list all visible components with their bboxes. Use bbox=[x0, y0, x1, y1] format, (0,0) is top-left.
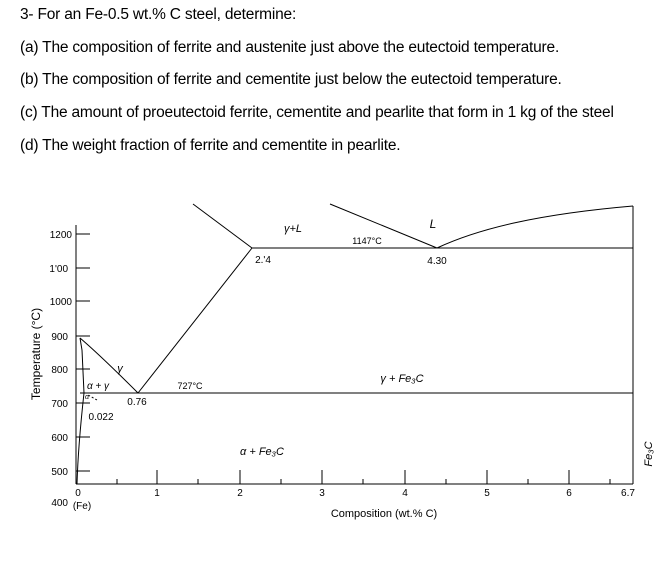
phase-label-fe3c: Fe₃C bbox=[643, 441, 655, 467]
liquidus-hypo-line bbox=[330, 204, 437, 248]
y-tick-label: 800 bbox=[51, 365, 68, 376]
x-tick-label: 6 bbox=[566, 488, 572, 499]
y-tick-marks bbox=[76, 234, 90, 471]
composition-label-214: 2.'4 bbox=[255, 255, 271, 266]
alpha-boundary-line bbox=[80, 338, 84, 393]
problem-part-a: (a) The composition of ferrite and austenite just above the eutectoid temperature. bbox=[20, 39, 560, 56]
phase-label-liquid: L bbox=[429, 217, 437, 231]
x-tick-label: 6.7 bbox=[621, 488, 635, 499]
x-tick-label: 2 bbox=[237, 488, 243, 499]
phase-label-gamma-liquid: γ+L bbox=[283, 223, 303, 235]
y-tick-label: 900 bbox=[51, 332, 68, 343]
liquidus-hyper-line bbox=[437, 206, 633, 248]
y-tick-label: 1'00 bbox=[49, 264, 68, 275]
y-tick-label: 600 bbox=[51, 433, 68, 444]
y-tick-label: 500 bbox=[51, 467, 68, 478]
pointer-0022 bbox=[88, 395, 97, 400]
problem-part-b: (b) The composition of ferrite and cementite just below the eutectoid temperature. bbox=[20, 71, 562, 88]
x-tick-label: 0 bbox=[75, 488, 81, 499]
x-axis-title: Composition (wt.% C) bbox=[330, 508, 438, 520]
x-tick-label: 5 bbox=[484, 488, 490, 499]
composition-label-0022: 0.022 bbox=[88, 412, 114, 423]
x-tick-label: 1 bbox=[154, 488, 160, 499]
problem-part-c: (c) The amount of proeutectoid ferrite, cementite and pearlite that form in 1 kg of the steel bbox=[20, 104, 614, 121]
phase-label-gamma-fe3c: γ + Fe₃C bbox=[380, 373, 424, 385]
phase-label-alpha-gamma: α + γ bbox=[86, 381, 110, 392]
acm-line bbox=[138, 248, 252, 393]
x-tick-label: 4 bbox=[402, 488, 408, 499]
fe-fe3c-phase-diagram bbox=[0, 190, 665, 562]
x-tick-labels bbox=[75, 488, 635, 499]
y-tick-label: 1200 bbox=[49, 230, 72, 241]
alpha-solvus-line bbox=[77, 393, 84, 484]
composition-label-076: 0.76 bbox=[127, 397, 147, 408]
x-tick-label: 3 bbox=[319, 488, 325, 499]
x-tick-marks bbox=[117, 470, 610, 484]
liquidus-left-line bbox=[193, 204, 252, 248]
composition-label-430: 4.30 bbox=[427, 256, 447, 267]
y-tick-label: 400 bbox=[51, 498, 68, 509]
y-tick-labels bbox=[49, 230, 72, 509]
eutectic-temperature-label: 1147°C bbox=[352, 236, 382, 246]
phase-label-alpha-fe3c: α + Fe₃C bbox=[240, 446, 284, 458]
phase-label-alpha: α bbox=[85, 394, 89, 401]
y-axis-title: Temperature (°C) bbox=[29, 307, 43, 401]
problem-stem: 3- For an Fe-0.5 wt.% C steel, determine: bbox=[20, 6, 297, 23]
y-tick-label: 1000 bbox=[49, 297, 72, 308]
problem-part-d: (d) The weight fraction of ferrite and cementite in pearlite. bbox=[20, 137, 401, 154]
y-tick-label: 700 bbox=[51, 399, 68, 410]
x-origin-sublabel: (Fe) bbox=[72, 501, 92, 512]
eutectoid-temperature-label: 727°C bbox=[177, 381, 203, 391]
phase-label-gamma: γ bbox=[117, 363, 123, 375]
